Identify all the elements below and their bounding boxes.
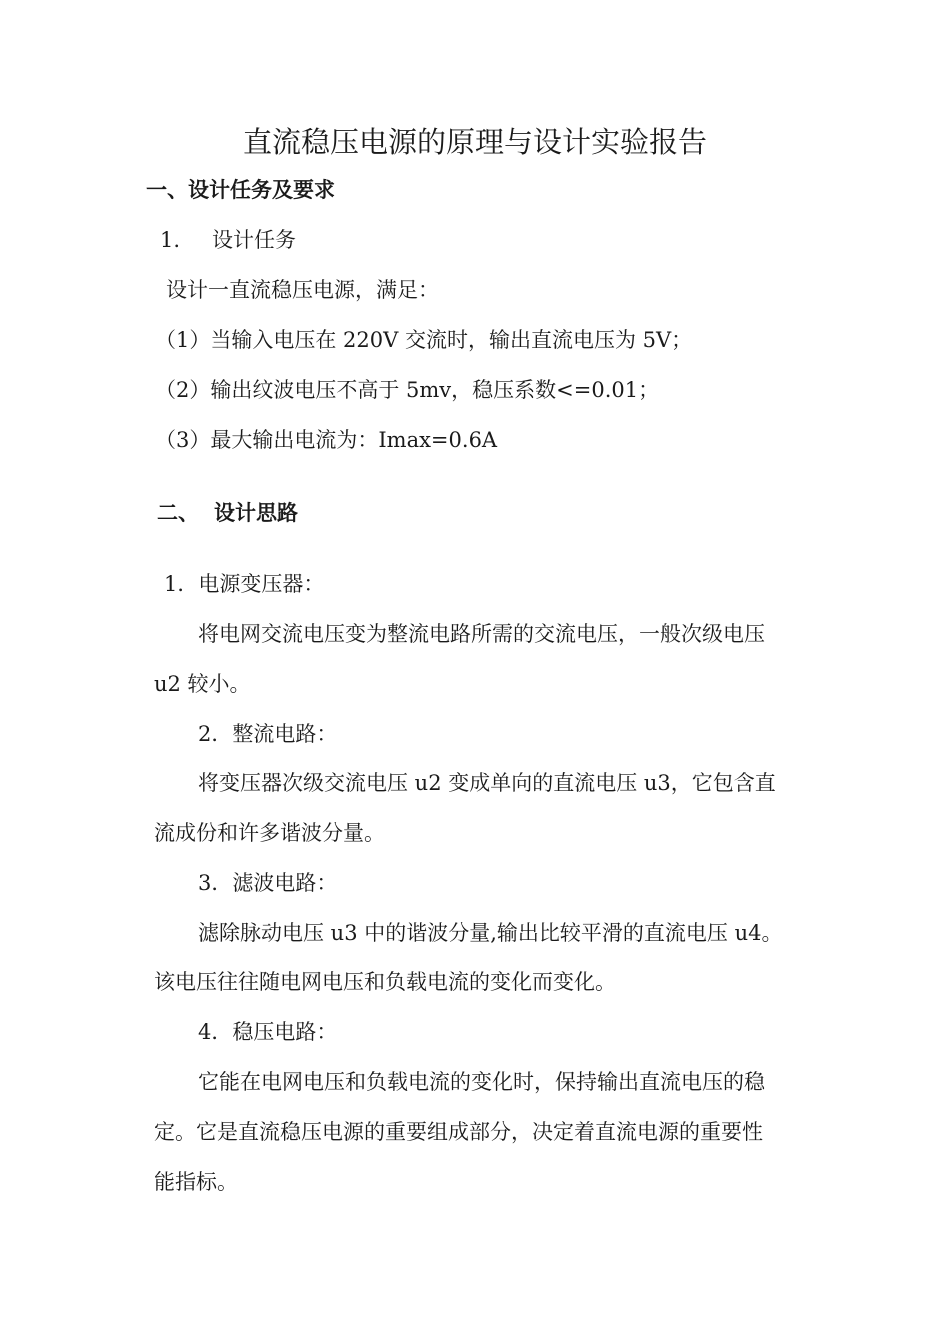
item-2-line-2: 流成份和许多谐波分量。 (154, 821, 385, 845)
item-3-line-2: 该电压往往随电网电压和负载电流的变化而变化。 (154, 970, 616, 994)
item-4-line-3: 能指标。 (154, 1170, 238, 1194)
item-4-title: 4．稳压电路： (198, 1020, 338, 1044)
section-1-heading: 一、设计任务及要求 (146, 178, 335, 202)
item-3-title: 3．滤波电路： (198, 871, 338, 895)
section-2-heading-number: 二、 (157, 501, 199, 525)
requirement-3: （3）最大输出电流为：Imax=0.6A (155, 428, 498, 452)
item-4-line-1: 它能在电网电压和负载电流的变化时，保持输出直流电压的稳 (198, 1070, 765, 1094)
item-1-line-1: 将电网交流电压变为整流电路所需的交流电压，一般次级电压 (198, 622, 765, 646)
item-1-title: 1．电源变压器： (164, 572, 325, 596)
item-2-line-1: 将变压器次级交流电压 u2 变成单向的直流电压 u3，它包含直 (198, 771, 776, 795)
document-title: 直流稳压电源的原理与设计实验报告 (242, 125, 707, 159)
item-1-line-2: u2 较小。 (154, 672, 251, 696)
task-intro: 设计一直流稳压电源，满足： (166, 278, 439, 302)
section-2-heading-title: 设计思路 (214, 501, 298, 525)
item-2-title: 2．整流电路： (198, 722, 338, 746)
item-4-line-2: 定。它是直流稳压电源的重要组成部分，决定着直流电源的重要性 (154, 1120, 763, 1144)
subsection-number: 1. (160, 228, 181, 252)
item-3-line-1: 滤除脉动电压 u3 中的谐波分量,输出比较平滑的直流电压 u4。 (198, 921, 783, 945)
requirement-2: （2）输出纹波电压不高于 5mv，稳压系数<=0.01； (155, 378, 660, 402)
requirement-1: （1）当输入电压在 220V 交流时，输出直流电压为 5V； (155, 328, 693, 352)
subsection-title: 设计任务 (212, 228, 296, 252)
